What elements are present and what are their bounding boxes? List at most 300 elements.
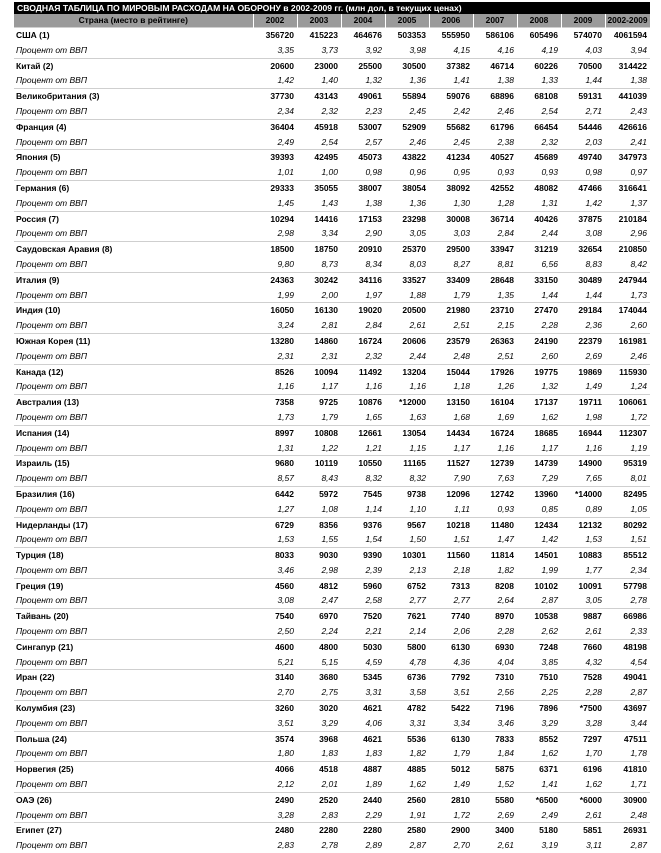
country-name: Норвегия (25) <box>14 762 253 777</box>
gdp-percent-value: 1,49 <box>561 379 605 394</box>
gdp-percent-row <box>14 471 650 486</box>
spending-value: 10301 <box>385 548 429 563</box>
spending-value: 12096 <box>429 486 473 501</box>
gdp-percent-value: 2,32 <box>341 349 385 364</box>
total-value: 4061594 <box>605 28 650 43</box>
country-name: Китай (2) <box>14 58 253 73</box>
gdp-percent-label: Процент от ВВП <box>14 257 253 272</box>
spending-value: 17137 <box>517 395 561 410</box>
spending-value: 33150 <box>517 272 561 287</box>
spending-value: 14739 <box>517 456 561 471</box>
spending-value: 3020 <box>297 701 341 716</box>
gdp-percent-value: 2,61 <box>385 318 429 333</box>
gdp-percent-label: Процент от ВВП <box>14 165 253 180</box>
spending-value: 9887 <box>561 609 605 624</box>
spending-value: 6130 <box>429 731 473 746</box>
spending-value: 13150 <box>429 395 473 410</box>
spending-value: 33527 <box>385 272 429 287</box>
gdp-percent-label: Процент от ВВП <box>14 410 253 425</box>
spending-value: 30242 <box>297 272 341 287</box>
gdp-percent-value: 0,95 <box>429 165 473 180</box>
total-value: 66986 <box>605 609 650 624</box>
gdp-percent-label: Процент от ВВП <box>14 318 253 333</box>
spending-value: 15044 <box>429 364 473 379</box>
spending-value: 60226 <box>517 58 561 73</box>
spending-value: 13960 <box>517 486 561 501</box>
spending-value: 3574 <box>253 731 297 746</box>
total-value: 82495 <box>605 486 650 501</box>
spending-value: 22379 <box>561 333 605 348</box>
spending-value: 7540 <box>253 609 297 624</box>
spending-value: 11814 <box>473 548 517 563</box>
spending-value: 7528 <box>561 670 605 685</box>
gdp-percent-row <box>14 624 650 639</box>
gdp-percent-value: 2,54 <box>517 104 561 119</box>
gdp-percent-value: 2,44 <box>517 226 561 241</box>
gdp-percent-value: 2,90 <box>341 226 385 241</box>
gdp-percent-value: 8,57 <box>253 471 297 486</box>
gdp-percent-value: 2,48 <box>605 808 650 823</box>
gdp-percent-label: Процент от ВВП <box>14 226 253 241</box>
spending-value: 25370 <box>385 242 429 257</box>
country-row <box>14 58 650 73</box>
spending-value: 23710 <box>473 303 517 318</box>
gdp-percent-value: 1,55 <box>297 532 341 547</box>
gdp-percent-value: 1,88 <box>385 288 429 303</box>
gdp-percent-label: Процент от ВВП <box>14 43 253 58</box>
gdp-percent-value: 7,29 <box>517 471 561 486</box>
gdp-percent-label: Процент от ВВП <box>14 532 253 547</box>
country-name: Великобритания (3) <box>14 89 253 104</box>
spending-value: 38054 <box>385 180 429 195</box>
gdp-percent-value: 3,29 <box>297 716 341 731</box>
gdp-percent-value: 0,97 <box>605 165 650 180</box>
gdp-percent-value: 1,16 <box>253 379 297 394</box>
spending-value: 7310 <box>473 670 517 685</box>
gdp-percent-value: 0,85 <box>517 502 561 517</box>
gdp-percent-value: 4,78 <box>385 655 429 670</box>
spending-value: 9376 <box>341 517 385 532</box>
spending-value: 4560 <box>253 578 297 593</box>
gdp-percent-value: 2,43 <box>605 104 650 119</box>
spending-value: *6000 <box>561 792 605 807</box>
country-name: Австралия (13) <box>14 395 253 410</box>
spending-value: 59076 <box>429 89 473 104</box>
gdp-percent-value: 2,87 <box>605 838 650 853</box>
gdp-percent-value: 1,08 <box>297 502 341 517</box>
spending-value: 7313 <box>429 578 473 593</box>
gdp-percent-value: 2,51 <box>473 349 517 364</box>
spending-value: 574070 <box>561 28 605 43</box>
gdp-percent-label: Процент от ВВП <box>14 502 253 517</box>
column-header-2009: 2009 <box>561 14 605 28</box>
country-row <box>14 28 650 43</box>
gdp-percent-label: Процент от ВВП <box>14 624 253 639</box>
gdp-percent-value: 2,60 <box>517 349 561 364</box>
gdp-percent-value: 0,98 <box>561 165 605 180</box>
gdp-percent-label: Процент от ВВП <box>14 593 253 608</box>
spending-value: 45918 <box>297 119 341 134</box>
spending-value: 9680 <box>253 456 297 471</box>
gdp-percent-row <box>14 441 650 456</box>
spending-value: 2490 <box>253 792 297 807</box>
total-value: 247944 <box>605 272 650 287</box>
gdp-percent-value: 2,58 <box>341 593 385 608</box>
gdp-percent-label: Процент от ВВП <box>14 655 253 670</box>
gdp-percent-value: 8,34 <box>341 257 385 272</box>
gdp-percent-value: 2,89 <box>341 838 385 853</box>
gdp-percent-value: 3,05 <box>385 226 429 241</box>
gdp-percent-value: 2,01 <box>297 777 341 792</box>
gdp-percent-value: 2,77 <box>429 593 473 608</box>
gdp-percent-value: 2,51 <box>429 318 473 333</box>
gdp-percent-row <box>14 349 650 364</box>
spending-value: 464676 <box>341 28 385 43</box>
gdp-percent-value: 3,92 <box>341 43 385 58</box>
spending-value: 30489 <box>561 272 605 287</box>
gdp-percent-value: 2,61 <box>561 808 605 823</box>
gdp-percent-value: 2,33 <box>605 624 650 639</box>
column-header-2007: 2007 <box>473 14 517 28</box>
gdp-percent-value: 0,93 <box>517 165 561 180</box>
gdp-percent-row <box>14 532 650 547</box>
spending-value: 16130 <box>297 303 341 318</box>
spending-value: 12742 <box>473 486 517 501</box>
gdp-percent-value: 2,12 <box>253 777 297 792</box>
gdp-percent-value: 1,26 <box>473 379 517 394</box>
gdp-percent-value: 4,03 <box>561 43 605 58</box>
spending-value: 11492 <box>341 364 385 379</box>
gdp-percent-value: 1,15 <box>385 441 429 456</box>
total-value: 80292 <box>605 517 650 532</box>
gdp-percent-value: 1,51 <box>429 532 473 547</box>
country-name: Канада (12) <box>14 364 253 379</box>
spending-value: 68896 <box>473 89 517 104</box>
spending-value: 9390 <box>341 548 385 563</box>
gdp-percent-row <box>14 226 650 241</box>
gdp-percent-value: 1,47 <box>473 532 517 547</box>
gdp-percent-row <box>14 593 650 608</box>
gdp-percent-value: 1,98 <box>561 410 605 425</box>
spending-value: 45689 <box>517 150 561 165</box>
gdp-percent-value: 1,24 <box>605 379 650 394</box>
country-name: Индия (10) <box>14 303 253 318</box>
gdp-percent-value: 7,65 <box>561 471 605 486</box>
gdp-percent-value: 1,62 <box>561 777 605 792</box>
spending-value: 4621 <box>341 731 385 746</box>
spending-value: 2440 <box>341 792 385 807</box>
spending-value: 25500 <box>341 58 385 73</box>
country-row <box>14 180 650 195</box>
spending-value: 6196 <box>561 762 605 777</box>
spending-value: 6442 <box>253 486 297 501</box>
spending-value: 53007 <box>341 119 385 134</box>
gdp-percent-value: 4,54 <box>605 655 650 670</box>
spending-value: 8970 <box>473 609 517 624</box>
spending-value: 16724 <box>341 333 385 348</box>
gdp-percent-value: 1,43 <box>297 196 341 211</box>
spending-value: 12739 <box>473 456 517 471</box>
country-row <box>14 517 650 532</box>
gdp-percent-value: 3,35 <box>253 43 297 58</box>
gdp-percent-value: 2,98 <box>297 563 341 578</box>
gdp-percent-value: 1,36 <box>385 196 429 211</box>
gdp-percent-value: 3,46 <box>473 716 517 731</box>
spending-value: 8208 <box>473 578 517 593</box>
gdp-percent-value: 2,28 <box>561 685 605 700</box>
total-value: 41810 <box>605 762 650 777</box>
country-row <box>14 670 650 685</box>
spending-value: 13204 <box>385 364 429 379</box>
spending-value: 8997 <box>253 425 297 440</box>
gdp-percent-row <box>14 318 650 333</box>
spending-value: 20500 <box>385 303 429 318</box>
spending-value: 356720 <box>253 28 297 43</box>
gdp-percent-value: 3,24 <box>253 318 297 333</box>
gdp-percent-value: 2,78 <box>605 593 650 608</box>
spending-value: 20606 <box>385 333 429 348</box>
gdp-percent-value: 2,56 <box>473 685 517 700</box>
gdp-percent-value: 1,16 <box>473 441 517 456</box>
country-row <box>14 150 650 165</box>
country-name: Польша (24) <box>14 731 253 746</box>
gdp-percent-value: 2,61 <box>473 838 517 853</box>
spending-value: 7833 <box>473 731 517 746</box>
spending-value: 7740 <box>429 609 473 624</box>
gdp-percent-value: 0,93 <box>473 502 517 517</box>
total-value: 161981 <box>605 333 650 348</box>
total-value: 85512 <box>605 548 650 563</box>
gdp-percent-value: 1,44 <box>561 73 605 88</box>
gdp-percent-value: 2,39 <box>341 563 385 578</box>
gdp-percent-value: 1,01 <box>253 165 297 180</box>
gdp-percent-value: 2,29 <box>341 808 385 823</box>
country-row <box>14 89 650 104</box>
country-row <box>14 639 650 654</box>
spending-value: 38007 <box>341 180 385 195</box>
gdp-percent-value: 3,98 <box>385 43 429 58</box>
gdp-percent-value: 3,44 <box>605 716 650 731</box>
gdp-percent-value: 2,23 <box>341 104 385 119</box>
gdp-percent-value: 2,77 <box>385 593 429 608</box>
gdp-percent-value: 3,31 <box>341 685 385 700</box>
spending-value: 6371 <box>517 762 561 777</box>
gdp-percent-value: 3,51 <box>429 685 473 700</box>
spending-value: 5012 <box>429 762 473 777</box>
gdp-percent-value: 1,78 <box>605 746 650 761</box>
gdp-percent-value: 8,27 <box>429 257 473 272</box>
spending-value: 14860 <box>297 333 341 348</box>
gdp-percent-value: 1,71 <box>605 777 650 792</box>
gdp-percent-value: 1,42 <box>517 532 561 547</box>
country-name: Колумбия (23) <box>14 701 253 716</box>
spending-value: 5972 <box>297 486 341 501</box>
country-name: Саудовская Аравия (8) <box>14 242 253 257</box>
spending-value: 586106 <box>473 28 517 43</box>
country-row <box>14 578 650 593</box>
gdp-percent-value: 1,73 <box>605 288 650 303</box>
country-name: Россия (7) <box>14 211 253 226</box>
column-header-country: Страна (место в рейтинге) <box>14 14 253 28</box>
gdp-percent-value: 0,89 <box>561 502 605 517</box>
column-header-2006: 2006 <box>429 14 473 28</box>
gdp-percent-value: 1,52 <box>473 777 517 792</box>
spending-value: 10538 <box>517 609 561 624</box>
gdp-percent-value: 6,56 <box>517 257 561 272</box>
country-name: Южная Корея (11) <box>14 333 253 348</box>
spending-value: 7248 <box>517 639 561 654</box>
gdp-percent-row <box>14 135 650 150</box>
spending-value: 8356 <box>297 517 341 532</box>
spending-value: 2520 <box>297 792 341 807</box>
gdp-percent-value: 1,36 <box>385 73 429 88</box>
total-value: 26931 <box>605 823 650 838</box>
spending-value: 555950 <box>429 28 473 43</box>
gdp-percent-row <box>14 502 650 517</box>
spending-value: 20600 <box>253 58 297 73</box>
gdp-percent-value: 2,49 <box>253 135 297 150</box>
spending-value: 4782 <box>385 701 429 716</box>
gdp-percent-value: 1,53 <box>253 532 297 547</box>
spending-value: 5422 <box>429 701 473 716</box>
gdp-percent-value: 1,79 <box>429 746 473 761</box>
spending-value: 4600 <box>253 639 297 654</box>
total-value: 441039 <box>605 89 650 104</box>
gdp-percent-value: 1,32 <box>341 73 385 88</box>
spending-value: 6970 <box>297 609 341 624</box>
total-value: 30900 <box>605 792 650 807</box>
spending-value: 18500 <box>253 242 297 257</box>
gdp-percent-label: Процент от ВВП <box>14 746 253 761</box>
gdp-percent-value: 9,80 <box>253 257 297 272</box>
spending-value: 16944 <box>561 425 605 440</box>
gdp-percent-value: 2,46 <box>605 349 650 364</box>
gdp-percent-value: 1,32 <box>517 379 561 394</box>
gdp-percent-value: 2,31 <box>297 349 341 364</box>
gdp-percent-value: 2,49 <box>517 808 561 823</box>
gdp-percent-value: 4,36 <box>429 655 473 670</box>
gdp-percent-value: 1,97 <box>341 288 385 303</box>
gdp-percent-value: 1,82 <box>385 746 429 761</box>
gdp-percent-value: 2,81 <box>297 318 341 333</box>
spending-value: 49740 <box>561 150 605 165</box>
gdp-percent-label: Процент от ВВП <box>14 288 253 303</box>
spending-value: 28648 <box>473 272 517 287</box>
gdp-percent-value: 1,99 <box>253 288 297 303</box>
gdp-percent-value: 1,05 <box>605 502 650 517</box>
spending-value: 9030 <box>297 548 341 563</box>
gdp-percent-row <box>14 655 650 670</box>
country-row <box>14 456 650 471</box>
gdp-percent-value: 3,46 <box>253 563 297 578</box>
gdp-percent-value: 1,11 <box>429 502 473 517</box>
spending-value: 38092 <box>429 180 473 195</box>
spending-value: 40527 <box>473 150 517 165</box>
spending-value: 48082 <box>517 180 561 195</box>
spending-value: 19020 <box>341 303 385 318</box>
gdp-percent-value: 1,62 <box>517 746 561 761</box>
spending-value: 42495 <box>297 150 341 165</box>
spending-value: 8552 <box>517 731 561 746</box>
gdp-percent-value: 2,21 <box>341 624 385 639</box>
gdp-percent-value: 3,05 <box>561 593 605 608</box>
gdp-percent-value: 2,25 <box>517 685 561 700</box>
spending-value: 27470 <box>517 303 561 318</box>
defense-spending-table <box>14 14 651 853</box>
gdp-percent-value: 1,19 <box>605 441 650 456</box>
gdp-percent-row <box>14 716 650 731</box>
gdp-percent-value: 8,01 <box>605 471 650 486</box>
spending-value: 61796 <box>473 119 517 134</box>
country-row <box>14 425 650 440</box>
spending-value: 10094 <box>297 364 341 379</box>
gdp-percent-value: 1,16 <box>385 379 429 394</box>
total-value: 426616 <box>605 119 650 134</box>
gdp-percent-value: 1,68 <box>429 410 473 425</box>
gdp-percent-value: 3,29 <box>517 716 561 731</box>
spending-value: 23298 <box>385 211 429 226</box>
gdp-percent-value: 2,38 <box>473 135 517 150</box>
gdp-percent-value: 1,83 <box>341 746 385 761</box>
gdp-percent-value: 4,15 <box>429 43 473 58</box>
table-body <box>14 28 650 853</box>
column-header-2003: 2003 <box>297 14 341 28</box>
spending-value: 6729 <box>253 517 297 532</box>
spending-value: 4621 <box>341 701 385 716</box>
gdp-percent-value: 2,24 <box>297 624 341 639</box>
gdp-percent-value: 8,03 <box>385 257 429 272</box>
spending-value: 68108 <box>517 89 561 104</box>
spending-value: 2580 <box>385 823 429 838</box>
gdp-percent-value: 2,71 <box>561 104 605 119</box>
spending-value: 37382 <box>429 58 473 73</box>
spending-value: 14501 <box>517 548 561 563</box>
gdp-percent-value: 1,49 <box>429 777 473 792</box>
gdp-percent-value: 8,83 <box>561 257 605 272</box>
gdp-percent-row <box>14 777 650 792</box>
gdp-percent-row <box>14 410 650 425</box>
gdp-percent-row <box>14 838 650 853</box>
gdp-percent-value: 1,73 <box>253 410 297 425</box>
gdp-percent-value: 1,72 <box>429 808 473 823</box>
spending-value: 4885 <box>385 762 429 777</box>
gdp-percent-value: 8,32 <box>341 471 385 486</box>
country-name: США (1) <box>14 28 253 43</box>
gdp-percent-value: 1,62 <box>517 410 561 425</box>
spending-value: 2810 <box>429 792 473 807</box>
total-value: 174044 <box>605 303 650 318</box>
country-row <box>14 272 650 287</box>
country-row <box>14 303 650 318</box>
gdp-percent-label: Процент от ВВП <box>14 685 253 700</box>
gdp-percent-value: 3,19 <box>517 838 561 853</box>
spending-value: 5180 <box>517 823 561 838</box>
gdp-percent-value: 2,46 <box>473 104 517 119</box>
spending-value: 9725 <box>297 395 341 410</box>
spending-value: 19869 <box>561 364 605 379</box>
gdp-percent-value: 0,98 <box>341 165 385 180</box>
country-name: Италия (9) <box>14 272 253 287</box>
spending-value: 17926 <box>473 364 517 379</box>
spending-value: 4800 <box>297 639 341 654</box>
total-value: 106061 <box>605 395 650 410</box>
spending-value: 2480 <box>253 823 297 838</box>
country-row <box>14 242 650 257</box>
country-row <box>14 731 650 746</box>
spending-value: 23000 <box>297 58 341 73</box>
spending-value: 18685 <box>517 425 561 440</box>
spending-value: 29184 <box>561 303 605 318</box>
